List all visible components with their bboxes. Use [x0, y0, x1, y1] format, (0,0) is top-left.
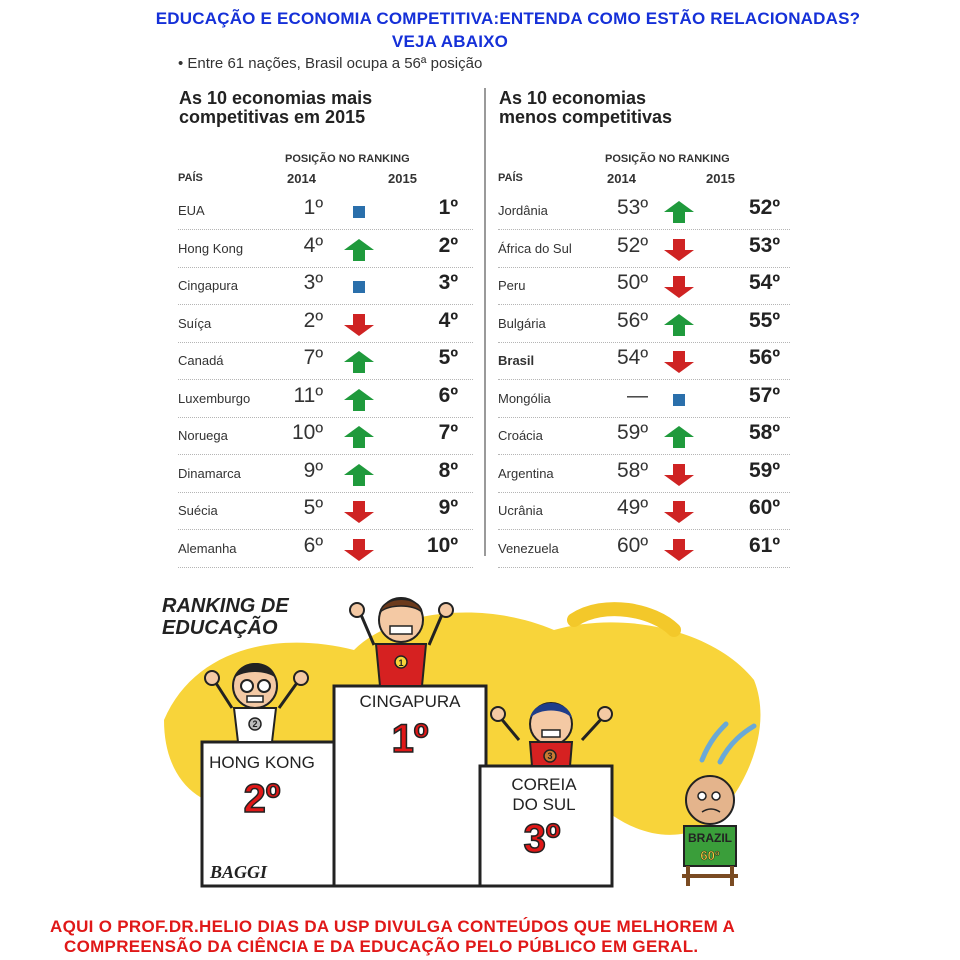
country-name: Venezuela [498, 540, 559, 556]
table-row [178, 306, 473, 343]
arrow-up-icon [344, 426, 374, 448]
right-title-line1: As 10 economias [499, 88, 647, 108]
rank-2015: 53º [748, 233, 780, 257]
rank-2014: 9º [303, 458, 323, 482]
rank-2015: 7º [438, 421, 458, 444]
rank-2014: 3º [303, 271, 323, 294]
country-name: Canadá [178, 353, 224, 368]
trend-indicator [344, 351, 374, 373]
third-place-name-2: DO SUL [512, 795, 576, 814]
first-place-name: CINGAPURA [359, 692, 461, 711]
trend-indicator [344, 501, 374, 523]
rank-2014: 11º [293, 383, 323, 407]
left-col-2014: 2014 [287, 171, 316, 186]
right-col-position: POSIÇÃO NO RANKING [605, 153, 730, 165]
rank-2015: 61º [748, 533, 780, 557]
podium-first [334, 686, 486, 886]
medal-1: 1 [398, 658, 404, 668]
unchanged-square-icon [664, 389, 694, 411]
right-table-title [499, 89, 799, 127]
arrow-down-icon [664, 351, 694, 373]
arrow-down-icon [664, 276, 694, 298]
arrow-up-icon [664, 426, 694, 448]
table-row [498, 456, 790, 493]
table-row [498, 231, 790, 268]
trend-indicator [664, 426, 694, 448]
rank-2014: 4º [303, 233, 323, 257]
trend-indicator [664, 239, 694, 261]
table-row [178, 343, 473, 380]
third-place-rank: 3º [523, 817, 561, 861]
table-row [178, 193, 473, 230]
second-place-rank: 2º [243, 777, 281, 821]
rank-2015: 2º [438, 233, 458, 257]
country-name: Ucrânia [498, 503, 543, 518]
arrow-up-icon [664, 314, 694, 336]
rank-2014: 58º [616, 458, 648, 482]
footer-line1: AQUI O PROF.DR.HELIO DIAS DA USP DIVULGA CONTEÚDOS QUE MELHOREM A [50, 917, 736, 936]
rank-2014: 5º [303, 496, 323, 519]
rank-2014: 6º [303, 533, 323, 557]
left-title-line2: competitivas em 2015 [179, 107, 366, 127]
second-place-name: HONG KONG [209, 753, 315, 772]
rank-2014: — [627, 383, 648, 407]
rank-2014: 49º [616, 496, 648, 519]
right-title-line2: menos competitivas [499, 107, 673, 127]
trend-indicator [344, 201, 374, 223]
table-divider [484, 88, 486, 556]
country-name: Alemanha [178, 540, 237, 556]
table-row [178, 381, 473, 418]
country-name: Luxemburgo [178, 390, 251, 406]
trend-indicator [344, 239, 374, 261]
left-col-country: PAÍS [178, 172, 203, 184]
row-divider [178, 567, 473, 568]
rank-2014: 2º [303, 308, 323, 332]
table-row [498, 343, 790, 380]
row-divider [498, 567, 790, 568]
right-col-2015: 2015 [706, 171, 735, 186]
country-name: Suécia [178, 503, 218, 518]
rank-2015: 3º [438, 271, 458, 294]
country-name: Hong Kong [178, 240, 244, 256]
trend-indicator [344, 426, 374, 448]
rank-2015: 1º [438, 196, 458, 219]
country-name: Suíça [178, 315, 212, 331]
trend-indicator [344, 276, 374, 298]
cartoon-title-2: EDUCAÇÃO [162, 617, 278, 639]
trend-indicator [664, 464, 694, 486]
arrow-down-icon [664, 539, 694, 561]
rank-2015: 54º [748, 271, 780, 294]
trend-indicator [344, 539, 374, 561]
country-name: EUA [178, 203, 205, 218]
rank-2014: 1º [303, 196, 323, 219]
rank-2014: 53º [616, 196, 648, 219]
rank-2015: 8º [438, 458, 458, 482]
table-row [178, 493, 473, 530]
trend-indicator [664, 314, 694, 336]
rank-2015: 56º [748, 346, 780, 369]
rank-2014: 52º [616, 233, 648, 257]
artist-signature: BAGGI [210, 862, 268, 882]
left-col-position: POSIÇÃO NO RANKING [285, 153, 410, 165]
country-name: Brasil [498, 353, 535, 368]
trend-indicator [664, 351, 694, 373]
rank-2015: 55º [748, 308, 780, 332]
rank-2014: 7º [303, 346, 323, 369]
rank-2014: 59º [616, 421, 648, 444]
rank-2015: 52º [748, 196, 780, 219]
table-row [498, 193, 790, 230]
trend-indicator [664, 201, 694, 223]
arrow-up-icon [344, 351, 374, 373]
country-name: Croácia [498, 428, 543, 443]
arrow-up-icon [344, 464, 374, 486]
left-table-title [179, 89, 479, 127]
right-col-country: PAÍS [498, 172, 523, 184]
left-title-line1: As 10 economias mais [179, 88, 373, 108]
arrow-down-icon [344, 501, 374, 523]
country-name: Peru [498, 278, 526, 293]
trend-indicator [344, 389, 374, 411]
arrow-down-icon [664, 239, 694, 261]
brazil-sign-text: BRAZIL [688, 831, 732, 845]
header-subtitle: VEJA ABAIXO [391, 32, 509, 51]
ranking-note: • Entre 61 nações, Brasil ocupa a 56ª posição [178, 55, 483, 72]
rank-2014: 50º [616, 271, 648, 294]
rank-2014: 54º [616, 346, 648, 369]
education-ranking-cartoon [154, 590, 774, 888]
trend-indicator [664, 501, 694, 523]
rank-2015: 58º [748, 421, 780, 444]
table-row [178, 231, 473, 268]
arrow-down-icon [664, 464, 694, 486]
country-name: Argentina [498, 465, 554, 481]
table-row [498, 418, 790, 455]
country-name: Dinamarca [178, 465, 241, 481]
country-name: África do Sul [498, 240, 572, 256]
header-title: EDUCAÇÃO E ECONOMIA COMPETITIVA:ENTENDA COMO ESTÃO RELACIONADAS? [155, 9, 861, 28]
trend-indicator [344, 464, 374, 486]
table-row [178, 531, 473, 568]
table-row [498, 493, 790, 530]
rank-2014: 10º [291, 421, 323, 444]
arrow-up-icon [344, 389, 374, 411]
country-name: Mongólia [498, 390, 551, 406]
table-row [498, 306, 790, 343]
country-name: Cingapura [178, 278, 238, 293]
first-place-rank: 1º [391, 717, 429, 761]
unchanged-square-icon [344, 201, 374, 223]
rank-2015: 6º [438, 383, 458, 407]
table-row [498, 381, 790, 418]
country-name: Jordânia [498, 203, 548, 218]
trend-indicator [664, 539, 694, 561]
brazil-sign-rank: 60º [700, 848, 720, 863]
arrow-down-icon [344, 539, 374, 561]
rank-2015: 10º [426, 533, 458, 557]
rank-2015: 59º [748, 458, 780, 482]
rank-2014: 56º [616, 308, 648, 332]
footer-line2: COMPREENSÃO DA CIÊNCIA E DA EDUCAÇÃO PELO PÚBLICO EM GERAL. [64, 937, 699, 956]
third-place-name-1: COREIA [511, 775, 577, 794]
table-row [498, 531, 790, 568]
unchanged-square-icon [344, 276, 374, 298]
trend-indicator [344, 314, 374, 336]
table-row [178, 456, 473, 493]
rank-2014: 60º [616, 533, 648, 557]
country-name: Bulgária [498, 315, 546, 331]
rank-2015: 57º [748, 383, 780, 407]
arrow-down-icon [344, 314, 374, 336]
trend-indicator [664, 276, 694, 298]
rank-2015: 4º [438, 308, 458, 332]
table-row [178, 268, 473, 305]
medal-3: 3 [547, 751, 553, 761]
trend-indicator [664, 389, 694, 411]
left-col-2015: 2015 [388, 171, 417, 186]
table-row [498, 268, 790, 305]
rank-2015: 9º [438, 496, 458, 519]
right-col-2014: 2014 [607, 171, 636, 186]
arrow-up-icon [664, 201, 694, 223]
table-row [178, 418, 473, 455]
rank-2015: 60º [748, 496, 780, 519]
medal-2: 2 [252, 719, 258, 729]
cartoon-title-1: RANKING DE [162, 595, 289, 617]
arrow-up-icon [344, 239, 374, 261]
rank-2015: 5º [438, 346, 458, 369]
arrow-down-icon [664, 501, 694, 523]
country-name: Noruega [178, 428, 228, 443]
